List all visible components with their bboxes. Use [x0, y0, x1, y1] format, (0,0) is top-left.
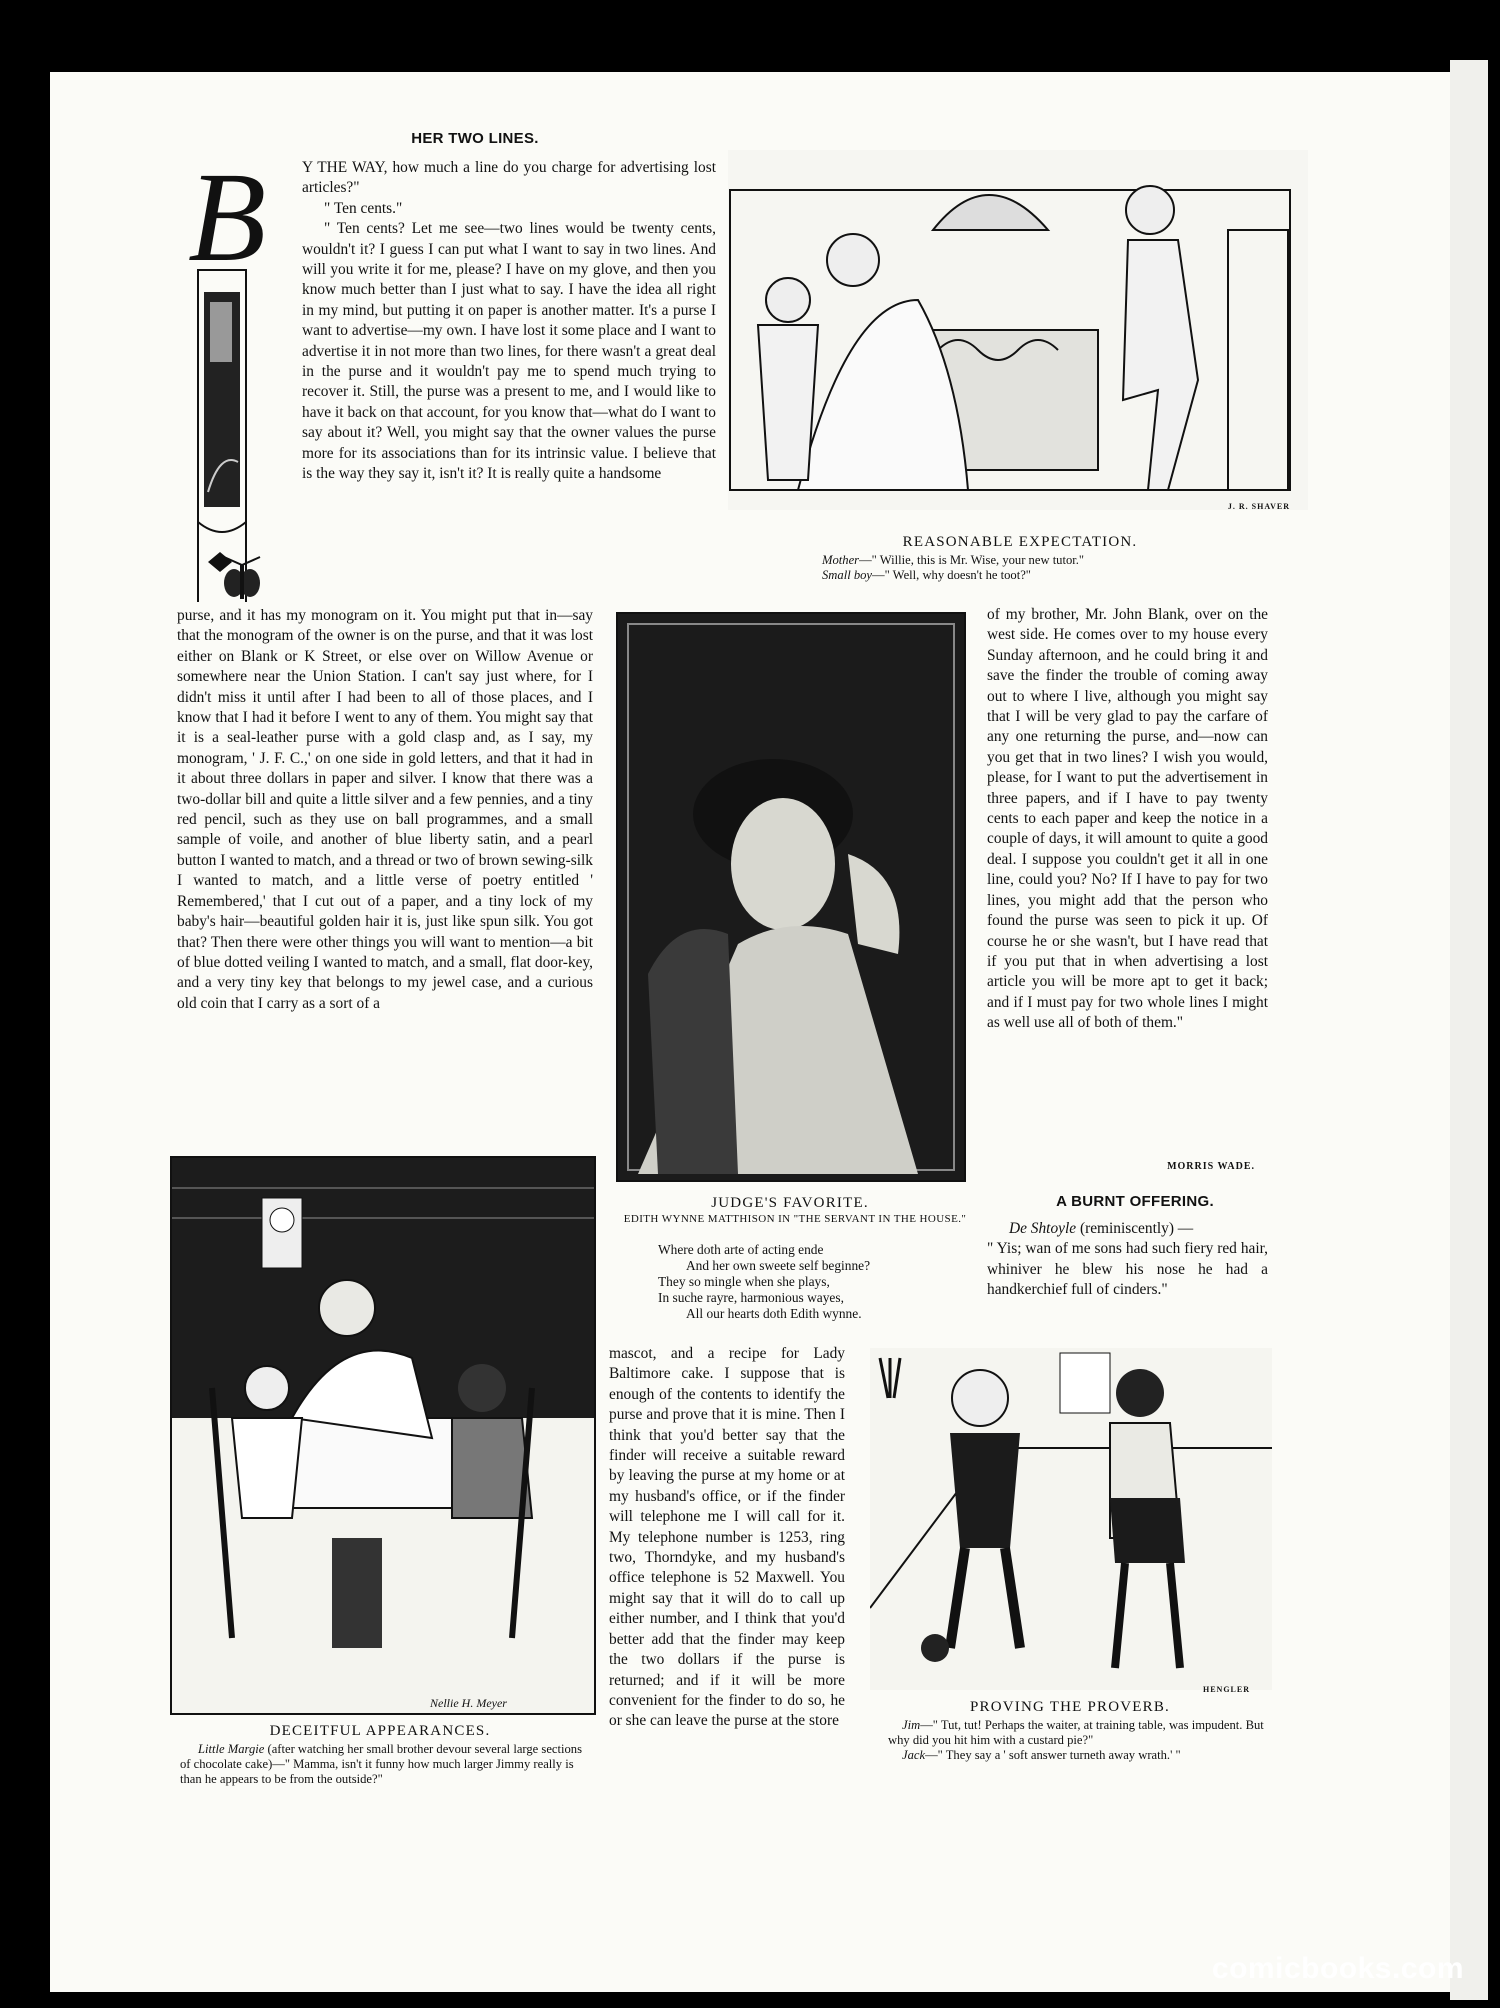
burnt-quote: " Yis; wan of me sons had such fiery red hair, whiniver he blew his nose he had a handkerchief full of cinders." — [987, 1240, 1268, 1299]
article-paragraph: " Ten cents? Let me see—two lines would be twenty cents, wouldn't it? I guess I can put what I want to say in two lines. And will you write it for me, please? I have on my glove, and then you know much better than I just what to say. I have the idea all right in my mind, but putting it on paper is another matter. It's a purse I want to advertise—my own. I have lost it some place and I want to advertise it in not more than two lines, for there wasn't a great deal in the purse and it wouldn't pay me to spend much trying to recover it. Still, the purse was a present to me, and I would like to have it back on that account, for you know that—what do I want to say about it? Well, you might say that the owner values the purse more for its associations than for its intrinsic value. I believe that is the way they say it, isn't it? It is really quite a handsome — [302, 220, 716, 483]
cartoon-signature: J. R. SHAVER — [1227, 502, 1290, 511]
article-column-1-text — [177, 606, 593, 1014]
adjacent-page-edge — [1450, 60, 1488, 2000]
site-watermark: comicbooks.com — [1211, 1952, 1464, 1985]
cartoon-title: REASONABLE EXPECTATION. — [902, 534, 1138, 550]
article-paragraph: " Ten cents." — [324, 199, 403, 217]
article-paragraph: mascot, and a recipe for Lady Baltimore cake. I suppose that is enough of the contents to identify the purse and prove that it is mine. Then I think that you'd better say that the finder will receive a suitable reward by leaving the purse at my home or at my husband's office, or if the finder will telephone me I will call for it. My telephone number is 1253, ring two, Thorndyke, and my husband's office telephone is 52 Maxwell. You might say that it will do to call up either number, and I think that you'd better add that the finder may keep the two dollars if the purse is returned; and if it will be more convenient for the finder to do so, he or she can leave the purse at the store — [609, 1345, 845, 1730]
drop-cap-ornament — [180, 162, 300, 602]
verse-line: And her own sweete self beginne? — [686, 1258, 871, 1273]
article-column-2-text — [609, 1344, 845, 1732]
caption-line: —" Tut, tut! Perhaps the waiter, at training table, was impudent. But why did you hit him with a custard pie?" — [888, 1718, 1264, 1747]
burnt-offering-title: A BURNT OFFERING. — [1056, 1193, 1214, 1210]
verse-line: All our hearts doth Edith wynne. — [686, 1306, 862, 1321]
article-column-3-text — [987, 605, 1268, 1034]
burnt-speaker: De Shtoyle — [1009, 1220, 1077, 1237]
cartoon-title: PROVING THE PROVERB. — [970, 1699, 1170, 1715]
verse-line: In suche rayre, harmonious wayes, — [658, 1290, 844, 1305]
caption-line: (after watching her small brother devour several large sections of chocolate cake)—" Mamma, isn't it funny how much larger Jimmy really is than he appears to be from the outside?" — [180, 1742, 582, 1786]
cartoon-signature: HENGLER — [1202, 1685, 1250, 1694]
article-paragraph: of my brother, Mr. John Blank, over on the west side. He comes over to my house every Sunday afternoon, and he could bring it and save the finder the trouble of coming away out to where I live, although you might say that I will be very glad to pay the carfare of any one returning the purse, and—now can you get that in two lines? I wish you would, please, for I want to put the advertisement in three papers, and if I have to pay twenty cents to each paper and keep the notice in a couple of days, it will amount to quite a good deal. I suppose you couldn't get it all in one line, could you? No? If I have to pay for two lines, you might add that the person who found the purse was seen to pick it up. Of course he or she wasn't, but I have read that if you put that in when advertising a lost article you will be more apt to get it back; and if I must pay for two whole lines I might as well use all of both of them." — [987, 606, 1268, 1032]
article-author: MORRIS WADE. — [1167, 1161, 1255, 1172]
verse-line: They so mingle when she plays, — [658, 1274, 830, 1289]
caption-speaker: Small boy — [822, 568, 873, 582]
deceitful-appearances-cartoon — [170, 1156, 596, 1715]
portrait-subtitle: EDITH WYNNE MATTHISON IN "THE SERVANT IN THE HOUSE." — [623, 1213, 967, 1225]
caption-speaker: Jim — [902, 1718, 921, 1732]
cartoon-caption — [888, 1718, 1264, 1763]
cartoon-title: DECEITFUL APPEARANCES. — [269, 1723, 491, 1739]
article-paragraph: Y THE WAY, how much a line do you charge for advertising lost articles?" — [302, 159, 716, 197]
burnt-offering-text — [987, 1219, 1268, 1301]
burnt-direction: (reminiscently) — — [1076, 1220, 1194, 1237]
article-paragraph: purse, and it has my monogram on it. You might put that in—say that the monogram of the owner is on the purse, and that it was lost either on Blank or K Street, or else over on Willow Avenue or somewhere near the Union Station. I can't say just where, for I didn't miss it until after I had been to all of those places, and I know that I had it before I went to any of them. You might say that it is a seal-leather purse with a gold clasp and, as I say, my monogram, ' J. F. C.,' on one side in gold letters, and that it had in it about three dollars in paper and silver. I know that there was a two-dollar bill and quite a little silver and a few pennies, and a tiny red pencil, such as they use on ball programmes, and a small sample of voile, and another of blue liberty satin, and a pearl button I wanted to match, and a thread or two of brown sewing-silk I wanted to match, and a little verse of poetry entitled ' Remembered,' that I cut out of a paper, and a tiny lock of my baby's hair—beautiful golden hair it is, just like spun silk. You got that? Then there were other things you will want to mention—a bit of blue dotted veiling I wanted to match, and a small, flat door-key, and a very tiny key that belongs to my jewel case, and a curious old coin that I carry as a sort of a — [177, 607, 593, 1012]
cartoon-caption — [822, 553, 1302, 583]
caption-line: —" Willie, this is Mr. Wise, your new tutor." — [859, 553, 1085, 567]
portrait-title: JUDGE'S FAVORITE. — [711, 1195, 869, 1211]
moth-ornament-icon — [220, 553, 264, 603]
cartoon-signature: Nellie H. Meyer — [430, 1696, 507, 1710]
portrait-verse — [658, 1242, 958, 1322]
caption-speaker: Mother — [822, 553, 860, 567]
caption-line: —" Well, why doesn't he toot?" — [872, 568, 1031, 582]
cartoon-caption — [180, 1742, 586, 1787]
reasonable-expectation-cartoon — [728, 150, 1308, 510]
proving-the-proverb-cartoon — [870, 1348, 1272, 1690]
caption-speaker: Little Margie — [198, 1742, 265, 1756]
edith-wynne-matthison-portrait — [616, 612, 966, 1182]
article-title: HER TWO LINES. — [411, 130, 539, 147]
verse-line: Where doth arte of acting ende — [658, 1242, 824, 1257]
drop-cap-letter: B — [188, 162, 267, 288]
caption-speaker: Jack — [902, 1748, 926, 1762]
article-intro-text — [302, 158, 716, 485]
caption-line: —" They say a ' soft answer turneth away wrath.' " — [925, 1748, 1181, 1762]
